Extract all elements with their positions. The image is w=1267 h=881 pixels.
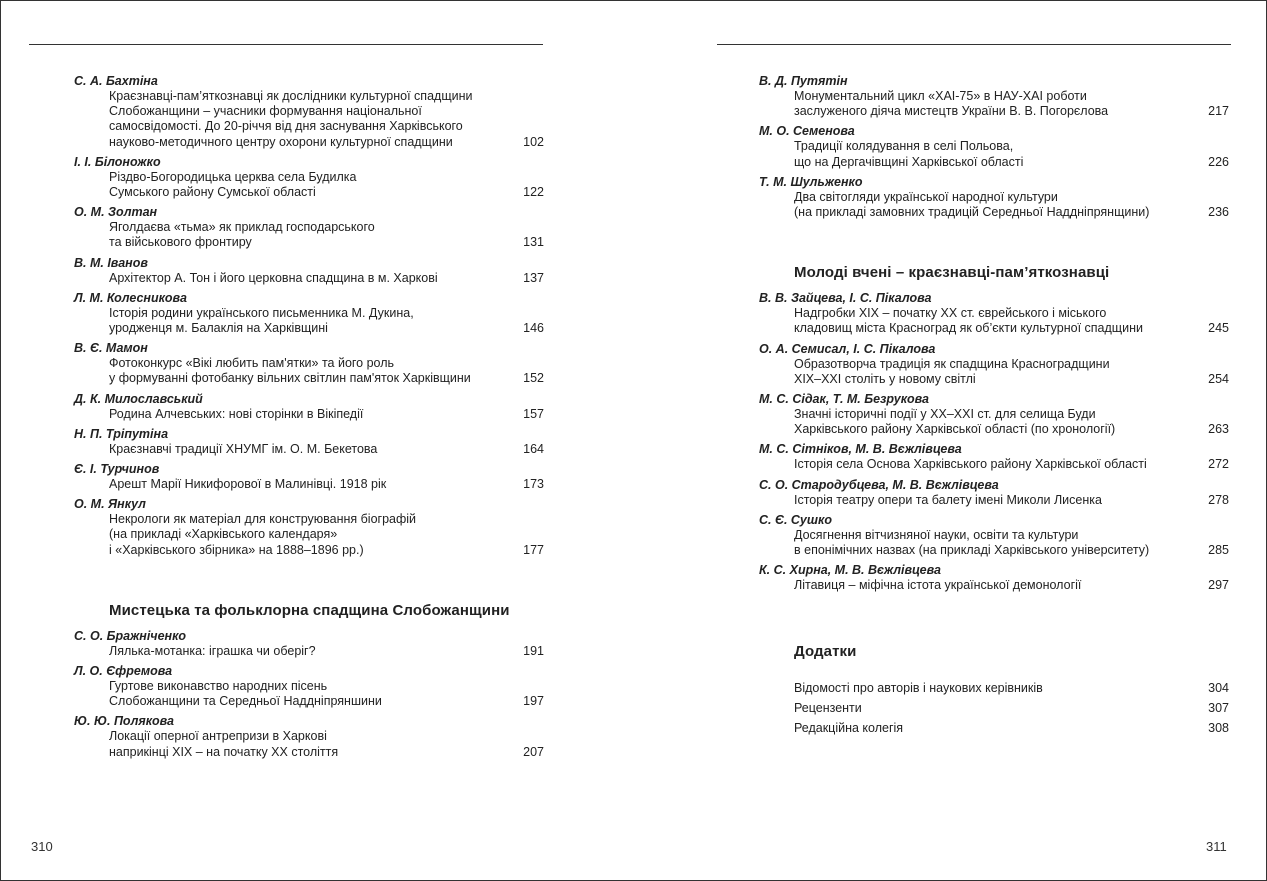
- entry-title: [109, 306, 484, 336]
- entry-item: [74, 220, 544, 250]
- entry-title-line: та військового фронтиру: [109, 235, 252, 250]
- entry-author: Л. М. Колесникова: [74, 290, 187, 305]
- entry-title: [109, 271, 484, 286]
- entry-page-number: 272: [1208, 457, 1229, 472]
- entry-page-number: 217: [1208, 104, 1229, 119]
- entry-title: [109, 729, 484, 759]
- entry-author: М. С. Сідак, Т. М. Безрукова: [759, 392, 930, 407]
- toc-entry: [759, 73, 1229, 119]
- toc-entry: [74, 496, 544, 558]
- entry-title-line: Яголдаєва «тьма» як приклад господарського: [109, 220, 375, 235]
- entry-item: [74, 477, 544, 492]
- entry-author: В. В. Зайцева, І. С. Пікалова: [759, 291, 932, 306]
- entry-author: О. М. Янкул: [74, 497, 146, 512]
- entry-author: В. М. Іванов: [74, 255, 148, 270]
- entry-item: [759, 306, 1229, 336]
- entry-title-line: Архітектор А. Тон і його церковна спадщина в м. Харкові: [109, 270, 438, 285]
- entry-item: [759, 578, 1229, 593]
- entry-title: [794, 139, 1169, 169]
- entry-title-line: Локації оперної антрепризи в Харкові: [109, 729, 327, 744]
- entry-title-line: Монументальний цикл «ХАІ-75» в НАУ-ХАІ роботи: [794, 89, 1087, 103]
- entry-item: [74, 356, 544, 386]
- entry-title: [109, 220, 484, 250]
- toc-entry: [74, 713, 544, 759]
- entry-page-number: 226: [1208, 154, 1229, 169]
- entry-title: [109, 644, 484, 659]
- entry-title: [794, 357, 1169, 387]
- entry-page-number: 177: [523, 542, 544, 557]
- entry-title-line: (на прикладі «Харківського календаря»: [109, 527, 338, 542]
- toc-list: [74, 73, 544, 764]
- entry-page-number: 278: [1208, 492, 1229, 507]
- toc-entries: [74, 73, 544, 558]
- entry-author: М. С. Сітніков, М. В. Вєжлівцева: [759, 442, 962, 457]
- toc-entry: [74, 73, 544, 150]
- appendix-heading: Додатки: [794, 643, 857, 661]
- appendix-item: [759, 698, 1229, 718]
- appendix-page-number: 308: [1208, 721, 1229, 736]
- entry-item: [74, 729, 544, 759]
- toc-entry: [759, 391, 1229, 437]
- left-page: [1, 1, 591, 880]
- entry-title-line: Історія села Основа Харківського району Харківської області: [794, 457, 1147, 472]
- entry-title: [794, 528, 1169, 558]
- entry-title: [109, 89, 484, 150]
- entry-title: [109, 170, 484, 200]
- entry-item: [74, 170, 544, 200]
- section-heading: Мистецька та фольклорна спадщина Слобожанщини: [109, 601, 510, 619]
- toc-section-entries: [759, 290, 1229, 593]
- entry-author: В. Д. Путятін: [759, 74, 848, 88]
- entry-title: [109, 442, 484, 457]
- entry-title-line: і «Харківського збірника» на 1888–1896 рр.): [109, 542, 364, 557]
- entry-title-line: Слобожанщини та Середньої Наддніпряншини: [109, 694, 382, 709]
- entry-item: [759, 457, 1229, 472]
- entry-title: [109, 477, 484, 492]
- entry-title: [794, 578, 1169, 593]
- entry-title-line: Значні історичні події у XX–XXI ст. для селища Буди: [794, 407, 1096, 422]
- entry-page-number: 146: [523, 321, 544, 336]
- toc-entry: [759, 123, 1229, 169]
- entry-author: Т. М. Шульженко: [759, 174, 863, 189]
- entry-title-line: науково-методичного центру охорони культурної спадщини: [109, 134, 453, 149]
- entry-author: Л. О. Єфремова: [74, 664, 173, 679]
- entry-title-line: Традиції колядування в селі Польова,: [794, 139, 1014, 154]
- entry-item: [759, 493, 1229, 508]
- entry-title-line: у формуванні фотобанку вільних світлин пам'яток Харківщини: [109, 371, 471, 386]
- entry-page-number: 263: [1208, 422, 1229, 437]
- entry-author: С. О. Бражніченко: [74, 628, 187, 643]
- entry-title-line: Харківського району Харківської області (по хронології): [794, 422, 1116, 437]
- entry-title: [794, 457, 1169, 472]
- entry-title: [794, 306, 1169, 336]
- appendix-item: [759, 718, 1229, 738]
- toc-entry: [759, 477, 1229, 508]
- toc-entry: [759, 512, 1229, 558]
- entry-author: Є. І. Турчинов: [74, 462, 160, 477]
- toc-entry: [74, 628, 544, 659]
- entry-title-line: самосвідомості. До 20-річчя від дня заснування Харківського: [109, 119, 463, 134]
- entry-item: [74, 644, 544, 659]
- entry-page-number: 236: [1208, 205, 1229, 220]
- toc-entry: [74, 461, 544, 492]
- entry-item: [759, 407, 1229, 437]
- entry-title: [109, 407, 484, 422]
- entry-author: Н. П. Тріпутіна: [74, 426, 169, 441]
- toc-entry: [759, 562, 1229, 593]
- toc-entry: [74, 663, 544, 709]
- appendix-title: Редакційна колегія: [794, 721, 904, 736]
- entry-page-number: 122: [523, 185, 544, 200]
- entry-item: [74, 407, 544, 422]
- entry-author: С. А. Бахтіна: [74, 74, 158, 88]
- entry-title-line: в епонімічних назвах (на прикладі Харківського університету): [794, 543, 1150, 558]
- entry-title-line: Лялька-мотанка: іграшка чи оберіг?: [109, 643, 316, 658]
- entry-title-line: Літавиця – міфічна істота української демонології: [794, 578, 1082, 593]
- entry-item: [74, 442, 544, 457]
- entry-title-line: заслуженого діяча мистецтв України В. В. Погорєлова: [794, 104, 1109, 119]
- entry-title-line: Краєзнавці-пам’яткознавці як дослідники культурної спадщини: [109, 89, 473, 103]
- appendix-page-number: 307: [1208, 701, 1229, 716]
- entry-title-line: Образотворча традиція як спадщина Красноградщини: [794, 356, 1110, 371]
- entry-author: С. Є. Сушко: [759, 512, 832, 527]
- toc-entry: [759, 290, 1229, 336]
- entry-author: К. С. Хирна, М. В. Вєжлівцева: [759, 563, 941, 578]
- entry-item: [74, 512, 544, 558]
- entry-title-line: (на прикладі замовних традицій Середньої Наддніпрянщини): [794, 205, 1150, 220]
- entry-title-line: уродженця м. Балаклія на Харківщині: [109, 321, 328, 336]
- entry-title-line: кладовищ міста Красноград як об’єкти культурної спадщини: [794, 321, 1143, 336]
- entry-author: Д. К. Милославський: [74, 391, 203, 406]
- entry-item: [759, 89, 1229, 119]
- entry-item: [74, 306, 544, 336]
- entry-title-line: Краєзнавчі традиції ХНУМГ ім. О. М. Бекетова: [109, 441, 378, 456]
- entry-title-line: XIX–XXI століть у новому світлі: [794, 371, 976, 386]
- entry-title-line: Родина Алчевських: нові сторінки в Вікіпедії: [109, 406, 364, 421]
- entry-page-number: 131: [523, 235, 544, 250]
- toc-entry: [74, 204, 544, 250]
- toc-entry: [74, 154, 544, 200]
- toc-entry: [74, 290, 544, 336]
- entry-title-line: що на Дергачівщині Харківської області: [794, 154, 1024, 169]
- entry-title: [109, 679, 484, 709]
- entry-title: [794, 190, 1169, 220]
- entry-item: [759, 139, 1229, 169]
- appendix-list: [759, 678, 1229, 738]
- toc-entries: [759, 73, 1229, 220]
- entry-page-number: 191: [523, 643, 544, 658]
- toc-entry: [759, 174, 1229, 220]
- entry-item: [74, 271, 544, 286]
- toc-entry: [759, 441, 1229, 472]
- entry-page-number: 152: [523, 371, 544, 386]
- toc-entry: [759, 341, 1229, 387]
- appendix-item: [759, 678, 1229, 698]
- page-number: 310: [31, 839, 53, 854]
- entry-item: [759, 190, 1229, 220]
- entry-title-line: Різдво-Богородицька церква села Будилка: [109, 169, 357, 184]
- toc-entry: [74, 255, 544, 286]
- entry-title-line: Надгробки XIX – початку XX ст. єврейського і міського: [794, 306, 1107, 321]
- entry-title-line: Арешт Марії Никифорової в Малинівці. 1918 рік: [109, 477, 387, 492]
- entry-title-line: Фотоконкурс «Вікі любить пам'ятки» та його роль: [109, 356, 395, 371]
- entry-title-line: Два світогляди української народної культури: [794, 189, 1058, 204]
- entry-page-number: 102: [523, 134, 544, 149]
- entry-title: [109, 356, 484, 386]
- entry-page-number: 254: [1208, 371, 1229, 386]
- entry-title-line: Сумського району Сумської області: [109, 185, 316, 200]
- entry-title-line: Гуртове виконавство народних пісень: [109, 679, 328, 694]
- toc-entry: [74, 426, 544, 457]
- entry-page-number: 137: [523, 270, 544, 285]
- entry-page-number: 207: [523, 744, 544, 759]
- entry-title-line: Досягнення вітчизняної науки, освіти та культури: [794, 527, 1079, 542]
- toc-entry: [74, 340, 544, 386]
- section-heading: Молоді вчені – краєзнавці-пам’яткознавці: [794, 264, 1110, 282]
- entry-title: [794, 407, 1169, 437]
- entry-item: [74, 89, 544, 150]
- entry-title-line: Слобожанщини – учасники формування національної: [109, 104, 422, 119]
- entry-page-number: 245: [1208, 321, 1229, 336]
- toc-section-entries: [74, 628, 544, 760]
- entry-author: С. О. Стародубцева, М. В. Вєжлівцева: [759, 477, 999, 492]
- entry-title-line: наприкінці XIX – на початку XX століття: [109, 744, 339, 759]
- header-rule: [29, 44, 543, 45]
- entry-item: [759, 528, 1229, 558]
- toc-entry: [74, 391, 544, 422]
- entry-page-number: 157: [523, 406, 544, 421]
- entry-title-line: Некрологи як матеріал для конструювання біографій: [109, 512, 417, 527]
- entry-page-number: 297: [1208, 578, 1229, 593]
- entry-page-number: 164: [523, 441, 544, 456]
- header-rule: [717, 44, 1231, 45]
- entry-author: Ю. Ю. Полякова: [74, 714, 175, 729]
- page-number: 311: [1206, 839, 1227, 854]
- appendix-title: Рецензенти: [794, 701, 862, 716]
- entry-item: [74, 679, 544, 709]
- entry-author: О. М. Золтан: [74, 205, 158, 220]
- entry-author: В. Є. Мамон: [74, 341, 148, 356]
- entry-page-number: 197: [523, 694, 544, 709]
- entry-author: О. А. Семисал, І. С. Пікалова: [759, 341, 936, 356]
- entry-page-number: 173: [523, 477, 544, 492]
- entry-author: М. О. Семенова: [759, 124, 855, 139]
- entry-title: [109, 512, 484, 558]
- entry-title: [794, 493, 1169, 508]
- right-page: [633, 1, 1266, 880]
- entry-author: І. І. Білоножко: [74, 154, 161, 169]
- entry-item: [759, 357, 1229, 387]
- entry-title: [794, 89, 1169, 119]
- entry-page-number: 285: [1208, 543, 1229, 558]
- toc-list: [759, 73, 1229, 738]
- appendix-page-number: 304: [1208, 681, 1229, 696]
- appendix-title: Відомості про авторів і наукових керівників: [794, 681, 1043, 696]
- entry-title-line: Історія родини українського письменника М. Дукина,: [109, 305, 414, 320]
- entry-title-line: Історія театру опери та балету імені Миколи Лисенка: [794, 492, 1102, 507]
